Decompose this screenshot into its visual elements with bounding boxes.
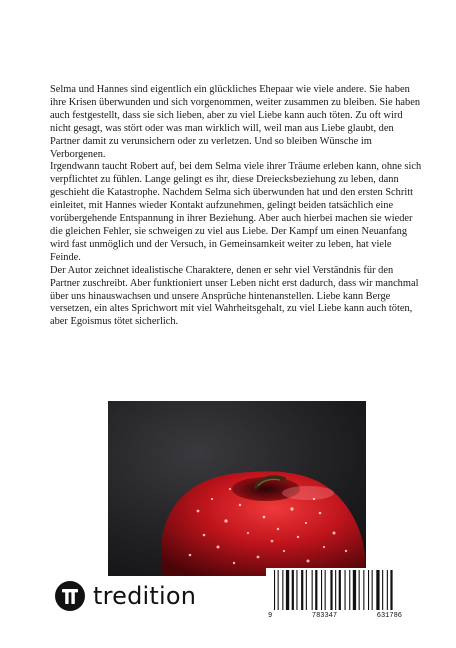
tredition-logo-icon xyxy=(55,581,85,611)
barcode-bar xyxy=(382,570,383,610)
barcode-bar xyxy=(306,570,307,610)
barcode-bar xyxy=(282,570,283,610)
barcode-bar xyxy=(335,570,336,610)
blurb-paragraph-1: Selma und Hannes sind eigentlich ein glückliches Ehepaar wie viele andere. Sie haben ihre Krisen überwunden und sich vorgenommen, weiter zusammen zu bleiben. Sie haben auch festgestellt, dass sie sich lieben, aber zu viel Liebe kann auch töten. Zu oft wird nicht gesagt, was stört oder was man wirklich will, weil man aus Liebe glaubt, den Partner damit zu verunsichern oder zu verletzen. Und so bleiben Wünsche im Verborgenen. xyxy=(50,84,421,160)
barcode-bar xyxy=(292,570,294,610)
barcode-digit-group-2: 783347 xyxy=(311,612,338,620)
barcode-digit-group-1: 9 xyxy=(268,612,273,620)
apple-photo xyxy=(108,401,366,576)
barcode-bar xyxy=(325,570,326,610)
barcode-bar xyxy=(345,570,346,610)
barcode-bar xyxy=(321,570,322,610)
isbn-barcode xyxy=(266,568,404,622)
barcode-bar xyxy=(278,570,279,610)
barcode-bar xyxy=(359,570,360,610)
blurb-paragraph-3: Der Autor zeichnet idealistische Charaktere, denen er sehr viel Verständnis für den Partner zuschreibt. Aber funktioniert unser Leben nicht erst dadurch, dass wir manchmal über uns hinauswachsen und unsere Ansprüche hintenanstellen. Liebe kann Berge versetzen, ein altes Sprichwort mit viel Wahrheitsgehalt, zu viel Liebe kann auch töten, aber Egoismus tötet sicherlich. xyxy=(50,264,419,328)
barcode-bar xyxy=(363,570,364,610)
barcode-bar xyxy=(349,570,350,610)
publisher-brand xyxy=(55,579,196,613)
publisher-name: tredition xyxy=(93,582,197,610)
barcode-bar xyxy=(286,570,289,610)
barcode-digits xyxy=(266,612,404,622)
barcode-bar xyxy=(387,570,388,610)
barcode-bar xyxy=(390,570,392,610)
barcode-bar xyxy=(368,570,369,610)
barcode-bar xyxy=(339,570,341,610)
barcode-bars xyxy=(266,568,404,612)
barcode-bar xyxy=(330,570,332,610)
barcode-bar xyxy=(372,570,373,610)
barcode-bar xyxy=(312,570,313,610)
barcode-bar xyxy=(353,570,356,610)
blurb-paragraph-2: Irgendwann taucht Robert auf, bei dem Selma viele ihrer Träume erleben kann, ohne sich verpflichtet zu fühlen. Lange gelingt es ihr, diese Dreiecksbeziehung zu leben, dann geschieht die Katastrophe. Nachdem Selma sich überwunden hat und den ersten Schritt einleitet, mit Hannes wieder Kontakt aufzunehmen, gelingt beiden tatsächlich eine vorübergehende Entspannung in ihrer Beziehung. Aber auch hierbei machen sie wieder die gleichen Fehler, sie schweigen zu viel aus Liebe. Der Kampf um einen Neuanfang wird fast unmöglich und der Versuch, in Gemeinsamkeit weiter zu leben, hat viele Feinde. xyxy=(50,161,422,263)
barcode-digit-group-3: 631786 xyxy=(376,612,402,620)
barcode-bar xyxy=(315,570,317,610)
barcode-bar xyxy=(274,570,275,610)
back-cover-blurb xyxy=(50,84,422,329)
barcode-bar xyxy=(376,570,379,610)
barcode-bar xyxy=(296,570,297,610)
barcode-bar xyxy=(301,570,303,610)
